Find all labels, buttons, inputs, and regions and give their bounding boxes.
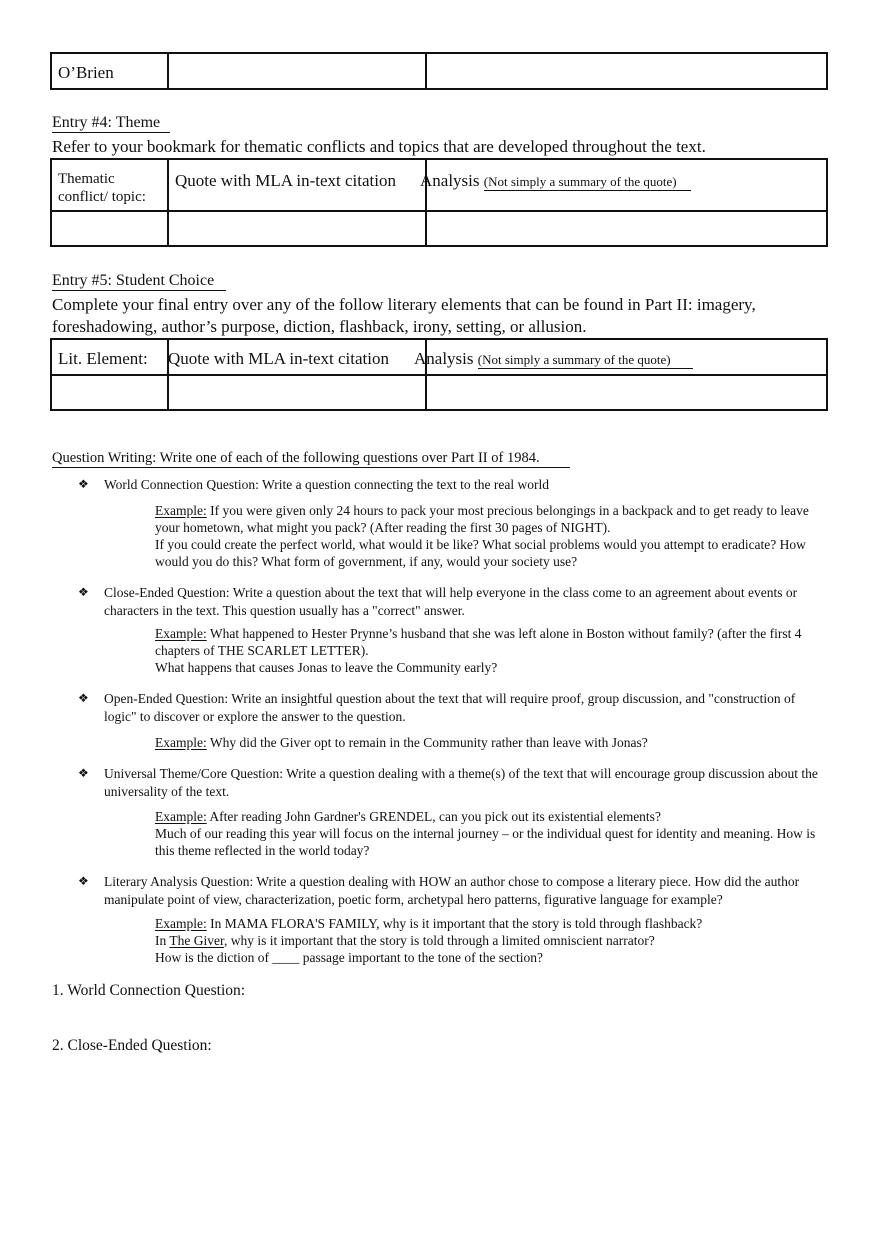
example-label: Example:: [155, 916, 207, 931]
entry4-table: [50, 158, 828, 247]
example-label: Example:: [155, 809, 207, 824]
obrien-analysis-cell[interactable]: [426, 53, 827, 89]
entry5-quote-cell[interactable]: [168, 375, 426, 410]
entry5-analysis-note: (Not simply a summary of the quote): [478, 352, 693, 369]
entry4-topic-cell[interactable]: [51, 211, 168, 246]
entry5-heading: Entry #5: Student Choice: [52, 272, 226, 291]
entry4-col1-header: Thematic conflict/ topic:: [51, 159, 168, 211]
entry5-element-cell[interactable]: [51, 375, 168, 410]
obrien-table: [50, 52, 828, 90]
diamond-bullet-icon: ❖: [78, 766, 89, 780]
example-literary-analysis: Example: In MAMA FLORA'S FAMILY, why is it important that the story is told through flashback? In The Giver, why is it important that the story is told through a limited omniscient narrator? How is the diction of ____ passage important to the tone of the section?: [155, 916, 703, 965]
entry4-heading: Entry #4: Theme: [52, 114, 170, 133]
entry4-analysis-note: (Not simply a summary of the quote): [484, 174, 691, 191]
diamond-bullet-icon: ❖: [78, 477, 89, 491]
entry4-instruction: Refer to your bookmark for thematic conflicts and topics that are developed throughout the text.: [52, 137, 706, 156]
question-type-close-ended: ❖ Close-Ended Question: Write a question about the text that will help everyone in the class come to an agreement about events or characters in the text. This question usually has a "correct" answer.: [78, 585, 798, 618]
diamond-bullet-icon: ❖: [78, 691, 89, 705]
obrien-label-cell: [51, 53, 168, 89]
diamond-bullet-icon: ❖: [78, 585, 89, 599]
example-world-connection: Example: If you were given only 24 hours to pack your most precious belongings in a backpack and to get ready to leave your hometown, what might you pack? (After reading the first 30 pages of NIGHT). If you could create the perfect world, what would it be like? What social problems would you attempt to eradicate? How would you do this? What form of government, if any, would your society use?: [155, 503, 809, 569]
answer-close-ended-label: 2. Close-Ended Question:: [52, 1037, 212, 1054]
entry5-col1-header: Lit. Element:: [51, 339, 168, 375]
question-type-literary-analysis: ❖ Literary Analysis Question: Write a question dealing with HOW an author chose to compose a literary piece. How did the author manipulate point of view, characterization, poetic form, archetypal hero patterns, figurative language for example?: [78, 874, 800, 907]
example-label: Example:: [155, 735, 207, 750]
question-type-world-connection: ❖ World Connection Question: Write a question connecting the text to the real world: [78, 477, 550, 492]
entry4-col3-header: [420, 159, 827, 211]
entry5-col2-header: Quote with MLA in-text citation: [168, 339, 426, 375]
question-type-open-ended: ❖ Open-Ended Question: Write an insightful question about the text that will require proof, group discussion, and "construction of logic" to discover or explore the answer to the question.: [78, 691, 796, 724]
example-close-ended: Example: What happened to Hester Prynne’s husband that she was left alone in Boston without family? (after the first 4 chapters of THE SCARLET LETTER). What happens that causes Jonas to leave the Community early?: [155, 626, 802, 675]
entry5-instruction: Complete your final entry over any of the follow literary elements that can be found in Part II: imagery, foreshadowing, author’s purpose, diction, flashback, irony, setting, or allusion.: [52, 295, 756, 336]
question-writing-heading: Question Writing: Write one of each of the following questions over Part II of 1984.: [52, 450, 570, 468]
entry4-analysis-label: Analysis: [420, 171, 480, 190]
example-label: Example:: [155, 626, 207, 641]
example-universal-theme: Example: After reading John Gardner's GRENDEL, can you pick out its existential elements? Much of our reading this year will focus on the internal journey – or the individual quest for identity and meaning. How is this theme reflected in the world today?: [155, 809, 816, 858]
obrien-label: O’Brien: [58, 63, 114, 82]
entry5-col3-header: [414, 339, 827, 375]
answer-world-connection-label: 1. World Connection Question:: [52, 982, 246, 999]
entry5-analysis-label: Analysis: [414, 349, 474, 368]
example-label: Example:: [155, 503, 207, 518]
example-open-ended: Example: Why did the Giver opt to remain in the Community rather than leave with Jonas?: [155, 735, 648, 750]
book-title-the-giver: The Giver: [169, 933, 224, 948]
entry5-table: [50, 338, 828, 411]
obrien-quote-cell[interactable]: [168, 53, 426, 89]
entry4-col2-header: Quote with MLA in-text citation: [168, 159, 426, 211]
entry5-analysis-cell[interactable]: [426, 375, 827, 410]
diamond-bullet-icon: ❖: [78, 874, 89, 888]
entry4-analysis-cell[interactable]: [426, 211, 827, 246]
entry4-quote-cell[interactable]: [168, 211, 426, 246]
question-type-universal-theme: ❖ Universal Theme/Core Question: Write a question dealing with a theme(s) of the text that will encourage group discussion about the universality of the text.: [78, 766, 818, 799]
